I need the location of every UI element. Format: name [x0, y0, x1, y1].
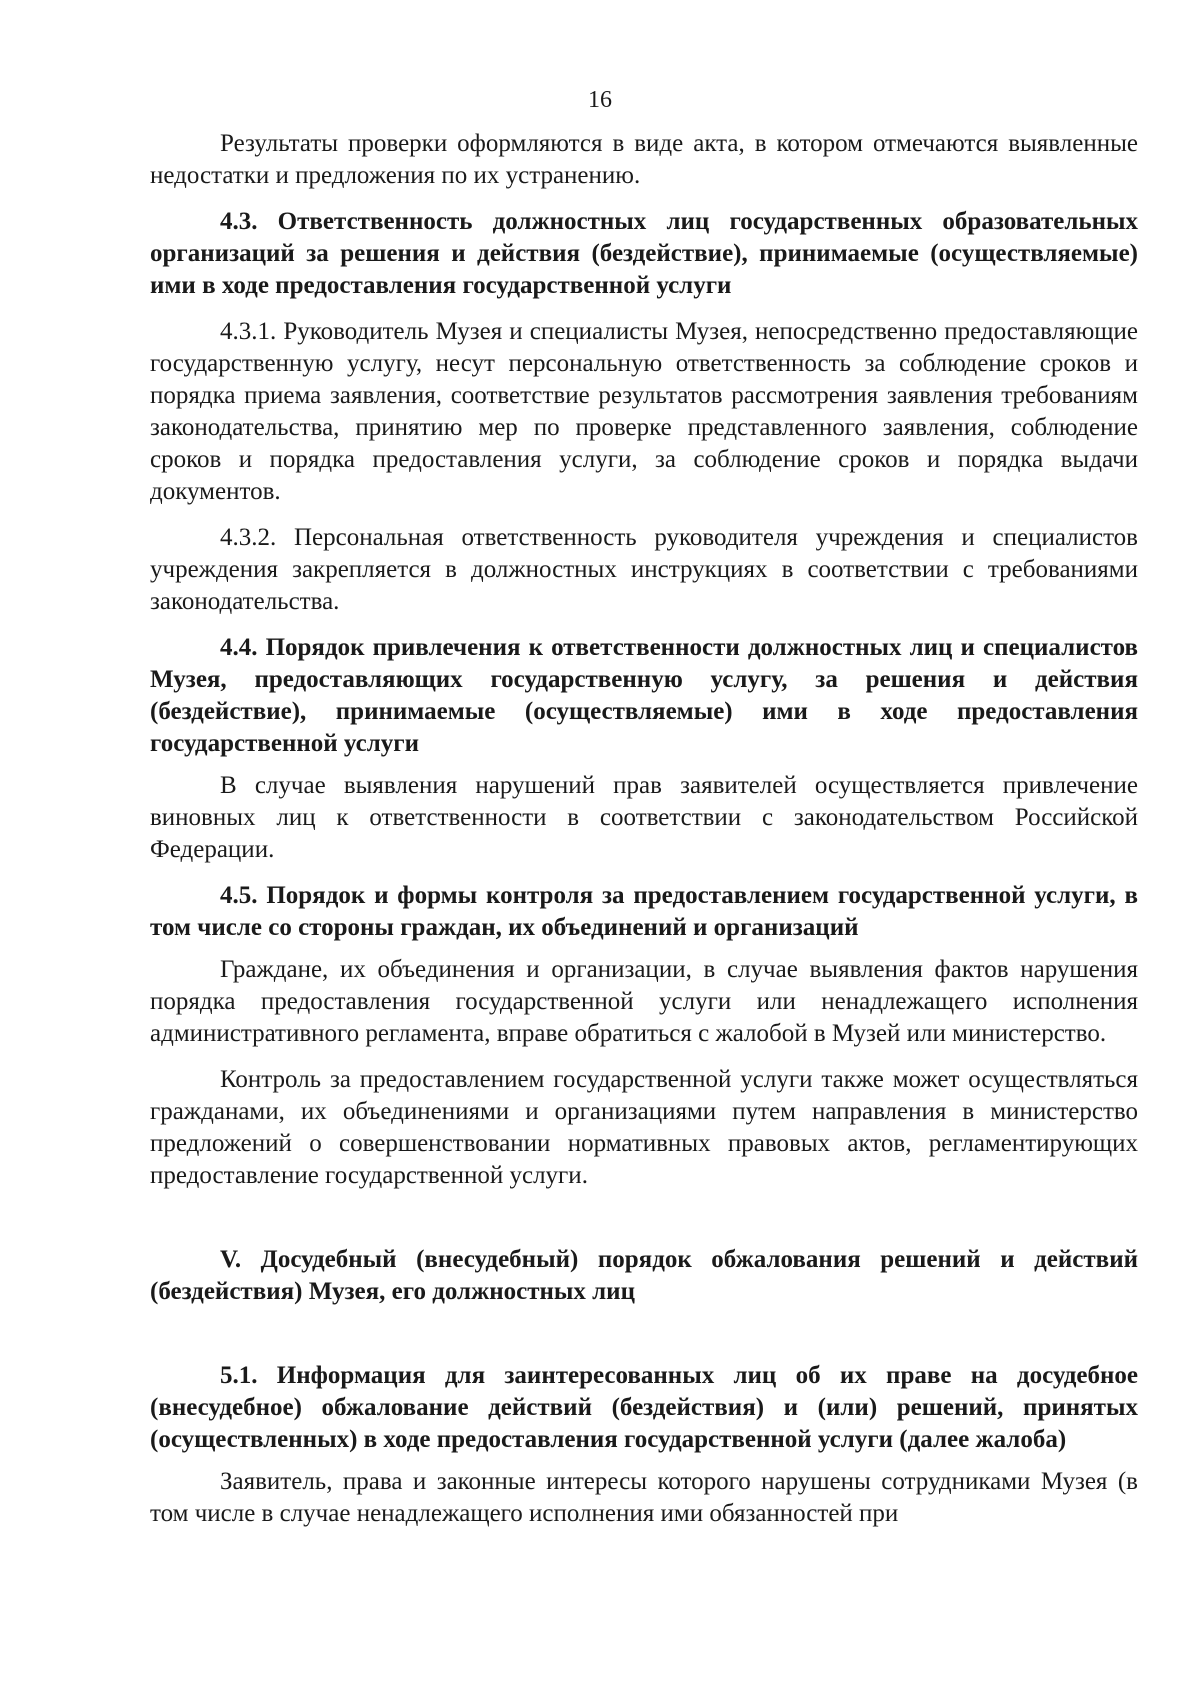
paragraph-4-4: В случае выявления нарушений прав заявителей осуществляется привлечение виновных лиц к ответственности в соответствии с законодательством Российской Федерации.	[150, 772, 1138, 863]
paragraph-5-1: Заявитель, права и законные интересы которого нарушены сотрудниками Музея (в том числе в случае ненадлежащего исполнения ими обязанностей при	[150, 1468, 1138, 1527]
heading-4-3: 4.3. Ответственность должностных лиц государственных образовательных организаций за решения и действия (бездействие), принимаемые (осуществляемые) ими в ходе предоставления государственной услуги	[150, 208, 1138, 299]
chapter-5-title: V. Досудебный (внесудебный) порядок обжалования решений и действий (бездействия) Музея, его должностных лиц	[150, 1246, 1138, 1305]
paragraph-4-3-1: 4.3.1. Руководитель Музея и специалисты Музея, непосредственно предоставляющие государственную услугу, несут персональную ответственность за соблюдение сроков и порядка приема заявления, соответствие результатов рассмотрения заявления требованиям законодательства, принятию мер по проверке представленного заявления, соблюдение сроков и порядка предоставления услуги, за соблюдение сроков и порядка выдачи документов.	[150, 318, 1138, 505]
page-number: 16	[588, 87, 612, 113]
heading-4-4: 4.4. Порядок привлечения к ответственности должностных лиц и специалистов Музея, предоставляющих государственную услугу, за решения и действия (бездействие), принимаемые (осуществляемые) ими в ходе предоставления государственной услуги	[150, 634, 1138, 757]
paragraph-inspection-results: Результаты проверки оформляются в виде акта, в котором отмечаются выявленные недостатки и предложения по их устранению.	[150, 130, 1138, 189]
heading-4-5: 4.5. Порядок и формы контроля за предоставлением государственной услуги, в том числе со стороны граждан, их объединений и организаций	[150, 882, 1138, 941]
page-body	[150, 128, 1138, 1530]
paragraph-4-5-citizens: Граждане, их объединения и организации, в случае выявления фактов нарушения порядка предоставления государственной услуги или ненадлежащего исполнения административного регламента, вправе обратиться с жалобой в Музей или министерство.	[150, 956, 1138, 1047]
paragraph-4-5-control: Контроль за предоставлением государственной услуги также может осуществляться гражданами, их объединениями и организациями путем направления в министерство предложений о совершенствовании нормативных правовых актов, регламентирующих предоставление государственной услуги.	[150, 1066, 1138, 1189]
paragraph-4-3-2: 4.3.2. Персональная ответственность руководителя учреждения и специалистов учреждения закрепляется в должностных инструкциях в соответствии с требованиями законодательства.	[150, 524, 1138, 615]
heading-5-1: 5.1. Информация для заинтересованных лиц об их праве на досудебное (внесудебное) обжалование действий (бездействия) и (или) решений, принятых (осуществленных) в ходе предоставления государственной услуги (далее жалоба)	[150, 1362, 1138, 1453]
